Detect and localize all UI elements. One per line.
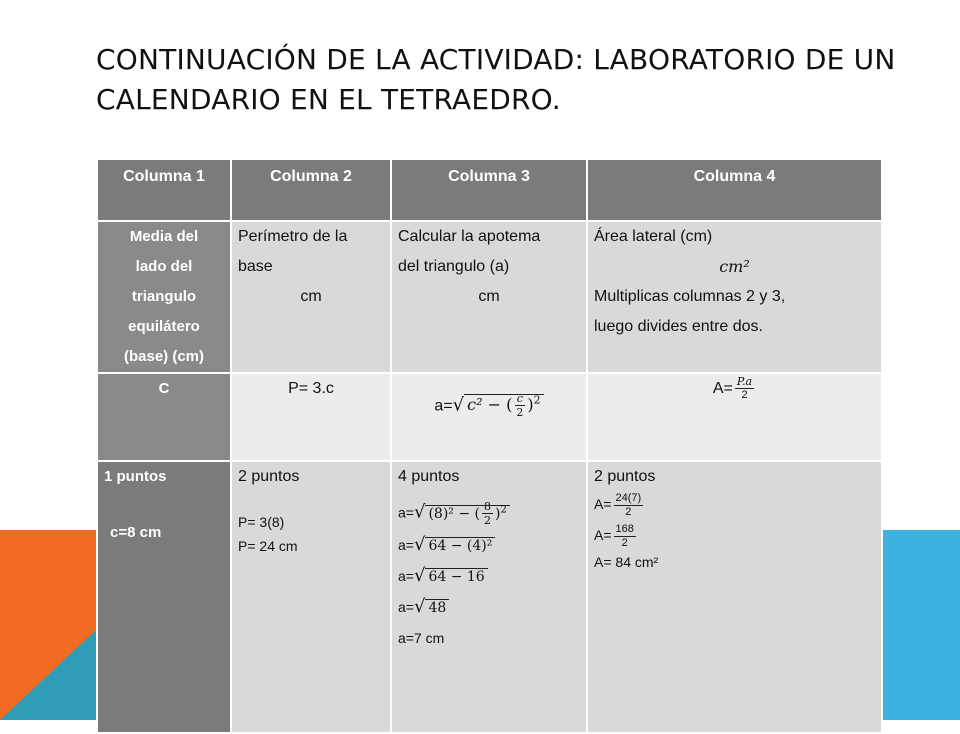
area-step-2: A= $\frac{168}{2}$ [594, 523, 634, 549]
sqrt-icon: √ [413, 565, 426, 587]
row1-col1: Media del lado del triangulo equilátero (base) (cm) [97, 221, 231, 373]
sqrt-icon: √ [452, 394, 465, 416]
apothem-step-2: a=√ 64 − (4)² [398, 533, 580, 558]
sqrt-icon: √ [413, 596, 426, 618]
activity-table [96, 158, 883, 734]
row3-col1: 1 puntos c=8 cm [97, 461, 231, 733]
blue-corner-block [881, 530, 960, 720]
apothem-step-1: a=√ (8)² − ( $\frac{8}{2}$ )$^2$ [398, 498, 580, 527]
table-row [97, 221, 882, 373]
header-col-2: Columna 2 [231, 159, 391, 221]
row3-col2: 2 puntos P= 3(8) P= 24 cm [231, 461, 391, 733]
row2-col4 [587, 373, 882, 461]
area-step-1: A= $\frac{24(7)}{2}$ [594, 492, 642, 518]
apothem-step-4: a=√ 48 [398, 595, 580, 620]
table-row [97, 461, 882, 733]
header-col-1: Columna 1 [97, 159, 231, 221]
row1-col3: Calcular la apotema del triangulo (a) cm [391, 221, 587, 373]
teal-corner-triangle [0, 630, 96, 720]
page-title: CONTINUACIÓN DE LA ACTIVIDAD: LABORATORIO DE UN CALENDARIO EN EL TETRAEDRO. [96, 43, 896, 116]
table-row [97, 373, 882, 461]
sqrt-icon: √ [413, 534, 426, 556]
row3-col3: 4 puntos a=√ (8)² − ( $\frac{8}{2}$ )$^2$ a=√ 64 − (4)² a=√ 64 − 16 a=√ 48 a=7 cm [391, 461, 587, 733]
area-formula: A= $\frac{P.a}{2}$ [712, 375, 753, 402]
apothem-formula: a=√ c² − ( $\frac{c}{2}$ )$^2$ [398, 386, 580, 421]
apothem-step-3: a=√ 64 − 16 [398, 564, 580, 589]
row2-col3 [391, 373, 587, 461]
header-col-4: Columna 4 [587, 159, 882, 221]
row2-col2: P= 3.c [231, 373, 391, 461]
row1-col2: Perímetro de la base cm [231, 221, 391, 373]
row3-col4: 2 puntos A= $\frac{24(7)}{2}$ A= $\frac{168}{2}$ A= 84 cm² [587, 461, 882, 733]
header-col-3: Columna 3 [391, 159, 587, 221]
row2-col1: C [97, 373, 231, 461]
sqrt-icon: √ [413, 501, 426, 523]
row1-col4: Área lateral (cm) cm² Multiplicas columnas 2 y 3, luego divides entre dos. [587, 221, 882, 373]
table-header-row [97, 159, 882, 221]
